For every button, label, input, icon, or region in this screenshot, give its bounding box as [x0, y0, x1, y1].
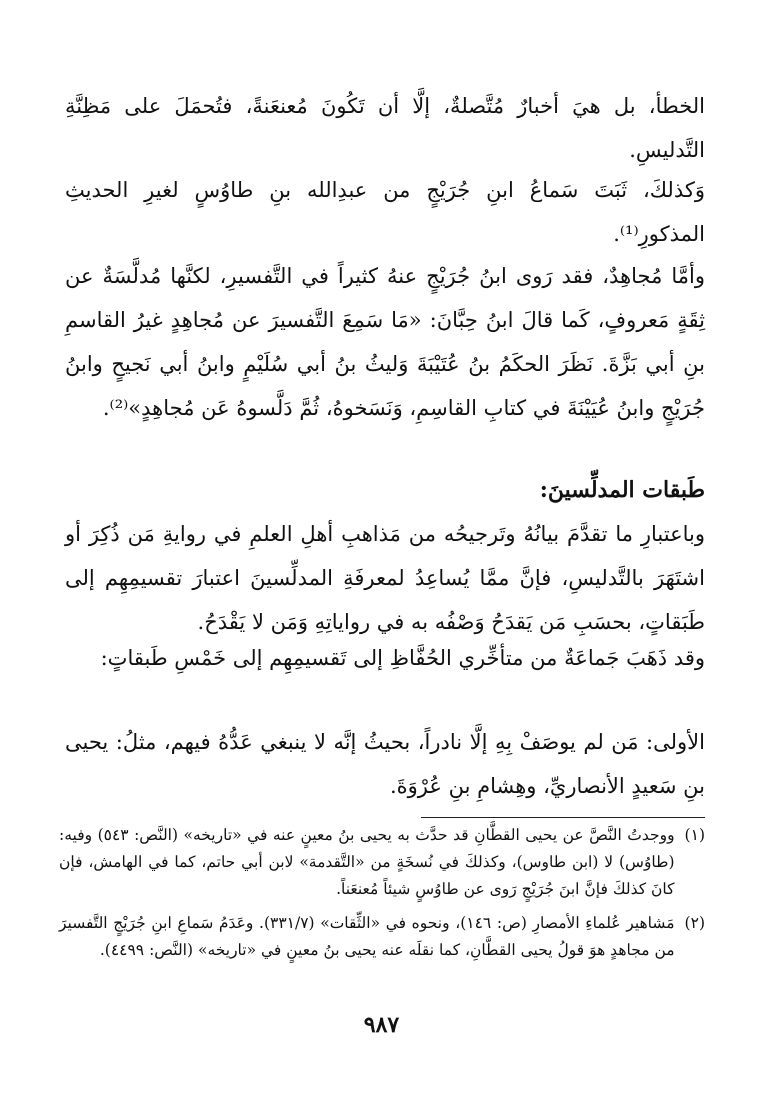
footnote-2 [59, 910, 705, 964]
paragraph-4: وباعتبارِ ما تقدَّمَ بيانُهُ وتَرجيحُه من مَذاهبِ أهلِ العلمِ في روايةِ مَن ذُكِرَ أو اشتَهَرَ بالتَّدليسِ، فإنَّ ممَّا يُساعِدُ لمعرفَةِ المدلِّسينَ اعتبارَ تقسيمِهِم إلى طَبَقاتٍ، بحسَبِ مَن يَقدَحُ وَصْفُه به في رواياتِهِ وَمَن لا يَقْدَحُ. [65, 522, 705, 634]
footnote-text: مَشاهير عُلماءِ الأمصارِ (ص: ١٤٦)، ونحوه في «الثِّقات» (٣٣١/٧). وعَدَمُ سَماعِ ابنِ جُرَيْجٍ التَّفسيرَ من مجاهدٍ هوَ قولُ يحيى القطَّانِ، كما نقلَه عنه يحيى بنُ معينٍ في «تاريخه» (النَّص: ٤٤٩٩). [59, 914, 675, 959]
paragraph-3: وأمَّا مُجاهِدٌ، فقد رَوى ابنُ جُرَيْجٍ عنهُ كثيراً في التَّفسيرِ، لكنَّها مُدلَّسَةٌ عن ثِقَةٍ مَعروفٍ، كَما قالَ ابنُ حِبَّانَ: «مَا سَمِعَ التَّفسيرَ عن مُجاهِدٍ غيرُ القاسمِ بنِ أبي بَزَّةَ. نَظَرَ الحكَمُ بنُ عُتَيْبَةَ وَليثُ بنُ أبي سُلَيْمٍ وابنُ أبي نَجيحٍ وابنُ جُرَيْجٍ وابنُ عُيَيْنَةَ في كتابِ القاسِمِ، وَنَسَخوهُ، ثُمَّ دَلَّسوهُ عَن مُجاهِدٍ»⁽²⁾. [65, 264, 705, 420]
footnote-1 [59, 822, 705, 903]
paragraph-5: وقد ذَهَبَ جَماعَةٌ من متأخِّري الحُفَّاظِ إلى تَقسيمِهِم إلى خَمْسِ طَبقاتٍ: [100, 646, 705, 670]
footnote-divider [421, 817, 705, 818]
paragraph-6: الأولى: مَن لم يوصَفْ بِهِ إلَّا نادراً، بحيثُ إنَّه لا ينبغي عَدُّهُ فيهم، مثلُ: يحيى بنِ سَعيدٍ الأنصاريِّ، وهِشامِ بنِ عُرْوَةَ. [65, 730, 705, 798]
page-number: ٩٨٧ [363, 1012, 400, 1038]
section-heading: طَبقات المدلِّسينَ: [539, 477, 705, 503]
footnote-text: ووجدتُ النَّصَّ عن يحيى القطَّانِ قد حدَّث به يحيى بنُ معينٍ عنه في «تاريخه» (النَّص: ٥٤٣) وفيه: (طاوُس) لا (ابن طاوس)، وكذلكَ في نُسخَةٍ من «التَّقدمة» لابن أبي حاتم، كما في الهامش، فإن كانَ كذلكَ فإنَّ ابنَ جُرَيْجٍ رَوى عن طاوُسٍ شيئاً مُعنعَناً. [59, 826, 675, 898]
footnote-number: (١) [684, 826, 705, 844]
paragraph-2: وَكذلكَ، ثَبَتَ سَماعُ ابنِ جُرَيْجٍ من عبدِالله بنِ طاوُسٍ لغيرِ الحديثِ المذكورِ⁽¹⁾. [65, 178, 705, 246]
footnote-number: (٢) [684, 914, 705, 932]
paragraph-1: الخطأ، بل هيَ أخبارٌ مُتَّصلةٌ، إلَّا أن تَكُونَ مُعنعَنةً، فتُحمَلَ على مَظِنَّةِ التَّدليسِ. [65, 94, 705, 162]
